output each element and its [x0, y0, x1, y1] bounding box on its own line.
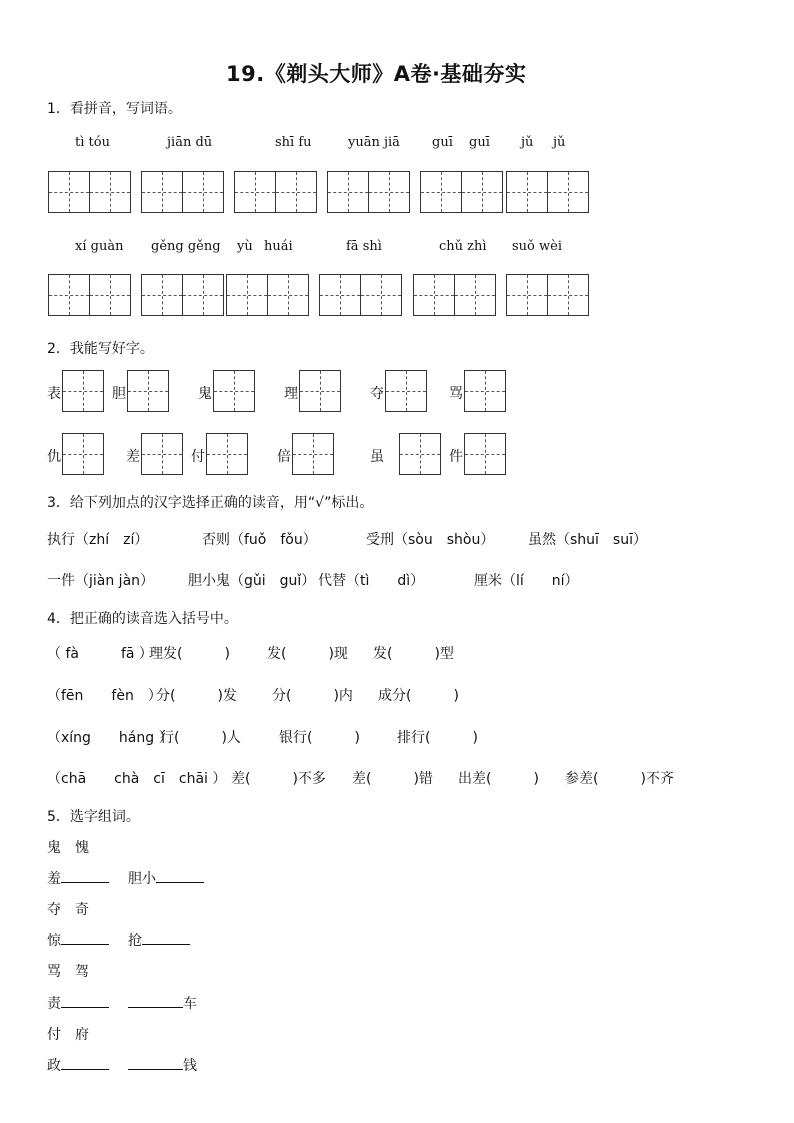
- fill-in-word[interactable]: 银行( ): [279, 730, 360, 746]
- writing-cell[interactable]: [226, 274, 268, 316]
- pinyin-label: gěng gěng: [151, 239, 221, 254]
- writing-cell[interactable]: [234, 171, 276, 213]
- fill-in-word[interactable]: 差( )不多: [231, 771, 326, 787]
- writing-cell[interactable]: [141, 171, 183, 213]
- q5-heading: 5．选字组词。: [47, 809, 140, 825]
- writing-cell[interactable]: [292, 433, 334, 475]
- pronunciation-item[interactable]: 否则（fuǒ fǒu）: [202, 532, 317, 548]
- word-prefix: 胆小: [128, 871, 156, 887]
- writing-cell[interactable]: [62, 433, 104, 475]
- reading-options: （ fà fā ）: [47, 646, 153, 662]
- pinyin-label: jǔ: [521, 135, 534, 150]
- pronunciation-item[interactable]: 胆小鬼（gǔi guǐ）: [188, 573, 316, 589]
- writing-cell[interactable]: [413, 274, 455, 316]
- writing-cell[interactable]: [89, 274, 131, 316]
- reading-options: （xíng háng ）: [47, 730, 173, 746]
- writing-cell[interactable]: [319, 274, 361, 316]
- writing-cell[interactable]: [547, 171, 589, 213]
- writing-cell[interactable]: [368, 171, 410, 213]
- writing-cell[interactable]: [48, 171, 90, 213]
- writing-cell[interactable]: [182, 274, 224, 316]
- word-blank-item: [128, 868, 204, 888]
- pinyin-label: yuān jiā: [348, 135, 400, 150]
- pronunciation-item[interactable]: 受刑（sòu shòu）: [366, 532, 495, 548]
- character-label: 仇: [47, 449, 61, 465]
- pinyin-label: huái: [264, 239, 293, 254]
- writing-cell[interactable]: [399, 433, 441, 475]
- pronunciation-item[interactable]: 虽然（shuī suī）: [528, 532, 647, 548]
- writing-cell[interactable]: [464, 370, 506, 412]
- writing-grid-group[interactable]: [319, 274, 400, 316]
- pinyin-label: shī fu: [275, 135, 312, 150]
- fill-in-word[interactable]: 分( )内: [272, 688, 353, 704]
- fill-in-word[interactable]: 差( )错: [352, 771, 433, 787]
- writing-cell[interactable]: [206, 433, 248, 475]
- word-blank-item: [47, 930, 109, 950]
- answer-blank[interactable]: [61, 993, 109, 1008]
- pinyin-label: xí guàn: [75, 239, 124, 254]
- character-label: 胆: [112, 386, 126, 402]
- writing-grid-group[interactable]: [141, 274, 222, 316]
- fill-in-word[interactable]: 出差( ): [458, 771, 539, 787]
- writing-cell[interactable]: [89, 171, 131, 213]
- character-label: 件: [449, 449, 463, 465]
- writing-cell[interactable]: [420, 171, 462, 213]
- answer-blank[interactable]: [156, 868, 204, 883]
- writing-cell[interactable]: [385, 370, 427, 412]
- writing-grid-group[interactable]: [506, 171, 587, 213]
- fill-in-word[interactable]: 发( )型: [373, 646, 454, 662]
- word-prefix: 责: [47, 996, 61, 1012]
- pinyin-label: chǔ zhì: [439, 239, 487, 254]
- word-blank-item: [128, 993, 197, 1013]
- pronunciation-item[interactable]: 执行（zhí zí）: [47, 532, 149, 548]
- writing-cell[interactable]: [461, 171, 503, 213]
- writing-cell[interactable]: [454, 274, 496, 316]
- word-blank-item: [128, 930, 190, 950]
- word-blank-item: [47, 1055, 109, 1075]
- character-pair: 付 府: [47, 1027, 89, 1043]
- page-title: 19.《剃头大师》A卷·基础夯实: [226, 62, 527, 86]
- writing-cell[interactable]: [267, 274, 309, 316]
- fill-in-word[interactable]: 行( )人: [160, 730, 241, 746]
- pinyin-label: yù: [237, 239, 253, 254]
- writing-cell[interactable]: [48, 274, 90, 316]
- answer-blank[interactable]: [61, 868, 109, 883]
- character-pair: 夺 奇: [47, 902, 89, 918]
- word-prefix: 惊: [47, 933, 61, 949]
- writing-grid-group[interactable]: [234, 171, 315, 213]
- answer-blank[interactable]: [128, 1055, 183, 1070]
- word-prefix: 抢: [128, 933, 142, 949]
- character-pair: 鬼 愧: [47, 840, 89, 856]
- pinyin-label: jǔ: [553, 135, 566, 150]
- reading-options: （fēn fèn ）: [47, 688, 162, 704]
- fill-in-word[interactable]: 参差( )不齐: [565, 771, 674, 787]
- character-pair: 骂 驾: [47, 964, 89, 980]
- pinyin-label: jiān dū: [167, 135, 213, 150]
- writing-cell[interactable]: [506, 274, 548, 316]
- writing-grid-group[interactable]: [327, 171, 408, 213]
- pronunciation-item[interactable]: 代替（tì dì）: [318, 573, 425, 589]
- answer-blank[interactable]: [61, 930, 109, 945]
- writing-cell[interactable]: [464, 433, 506, 475]
- pinyin-label: tì tóu: [75, 135, 110, 150]
- character-label: 差: [126, 449, 140, 465]
- fill-in-word[interactable]: 理发( ): [149, 646, 230, 662]
- writing-cell[interactable]: [506, 171, 548, 213]
- character-label: 夺: [370, 386, 384, 402]
- writing-grid-group[interactable]: [48, 274, 129, 316]
- answer-blank[interactable]: [61, 1055, 109, 1070]
- fill-in-word[interactable]: 发( )现: [267, 646, 348, 662]
- character-label: 骂: [449, 386, 463, 402]
- writing-grid-group[interactable]: [141, 171, 222, 213]
- pinyin-label: guī: [469, 135, 490, 150]
- writing-grid-group[interactable]: [413, 274, 494, 316]
- word-blank-item: [47, 993, 109, 1013]
- writing-cell[interactable]: [275, 171, 317, 213]
- word-suffix: 钱: [183, 1058, 197, 1074]
- pinyin-label: suǒ wèi: [512, 239, 562, 254]
- writing-cell[interactable]: [299, 370, 341, 412]
- writing-cell[interactable]: [62, 370, 104, 412]
- fill-in-word[interactable]: 成分( ): [378, 688, 459, 704]
- character-label: 鬼: [198, 386, 212, 402]
- writing-grid-group[interactable]: [48, 171, 129, 213]
- writing-cell[interactable]: [327, 171, 369, 213]
- writing-cell[interactable]: [141, 274, 183, 316]
- pinyin-label: fā shì: [346, 239, 382, 254]
- character-label: 理: [284, 386, 298, 402]
- pinyin-label: guī: [432, 135, 453, 150]
- q1-heading: 1．看拼音，写词语。: [47, 101, 182, 117]
- writing-grid-group[interactable]: [226, 274, 307, 316]
- q4-heading: 4．把正确的读音选入括号中。: [47, 611, 238, 627]
- word-suffix: 车: [183, 996, 197, 1012]
- fill-in-word[interactable]: 排行( ): [397, 730, 478, 746]
- writing-cell[interactable]: [360, 274, 402, 316]
- answer-blank[interactable]: [142, 930, 190, 945]
- answer-blank[interactable]: [128, 993, 183, 1008]
- writing-cell[interactable]: [182, 171, 224, 213]
- fill-in-word[interactable]: 分( )发: [156, 688, 237, 704]
- pronunciation-item[interactable]: 厘米（lí ní）: [474, 573, 579, 589]
- q3-heading: 3．给下列加点的汉字选择正确的读音，用“√”标出。: [47, 495, 374, 511]
- writing-cell[interactable]: [127, 370, 169, 412]
- word-prefix: 羞: [47, 871, 61, 887]
- word-blank-item: [47, 868, 109, 888]
- writing-grid-group[interactable]: [420, 171, 501, 213]
- writing-cell[interactable]: [213, 370, 255, 412]
- writing-cell[interactable]: [141, 433, 183, 475]
- character-label: 付: [191, 449, 205, 465]
- character-label: 表: [47, 386, 61, 402]
- reading-options: （chā chà cī chāi ）: [47, 771, 227, 787]
- q2-heading: 2．我能写好字。: [47, 341, 154, 357]
- character-label: 虽: [370, 449, 384, 465]
- character-label: 倍: [277, 449, 291, 465]
- writing-cell[interactable]: [547, 274, 589, 316]
- pronunciation-item[interactable]: 一件（jiàn jàn）: [47, 573, 155, 589]
- word-prefix: 政: [47, 1058, 61, 1074]
- word-blank-item: [128, 1055, 197, 1075]
- writing-grid-group[interactable]: [506, 274, 587, 316]
